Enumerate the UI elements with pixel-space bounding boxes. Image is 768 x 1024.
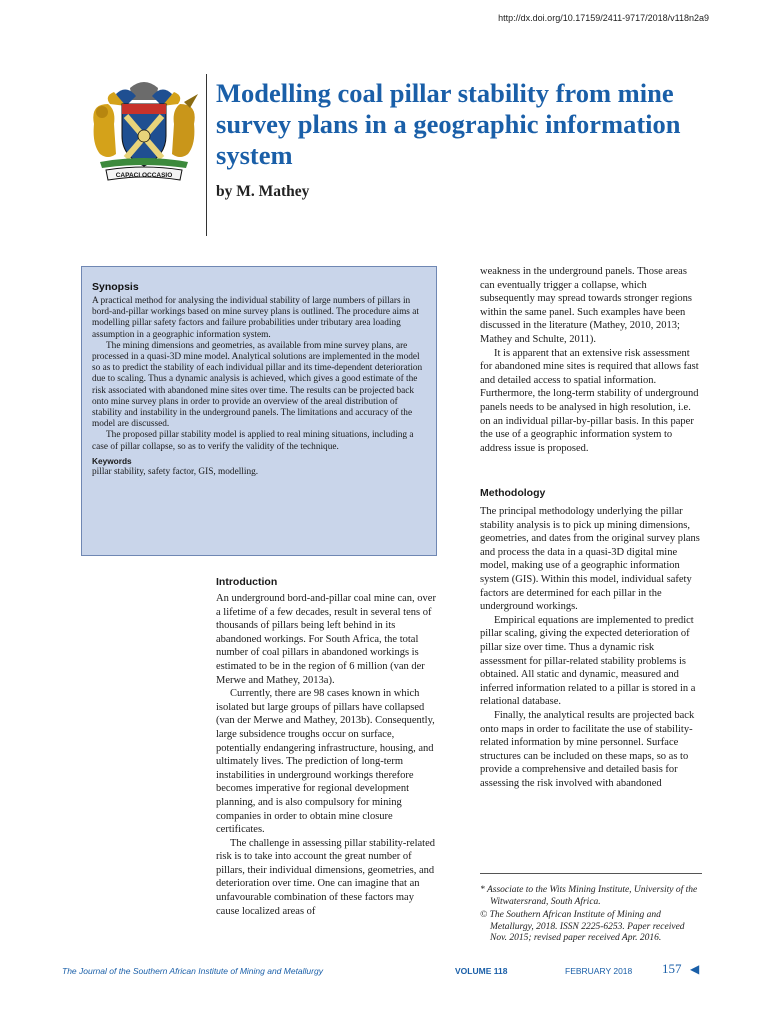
body-paragraph: An underground bord-and-pillar coal mine can, over a lifetime of a few decades, result in several tens of thousands of pillars being left behind in its abandoned workings. For South Africa, the total number of coal pillars in abandoned workings is estimated to be in the region of 6 million (van der Merwe and Mathey, 2013a). [216, 593, 436, 686]
keywords-text: pillar stability, safety factor, GIS, modelling. [92, 466, 259, 477]
article-title: Modelling coal pillar stability from mine survey plans in a geographic information system [216, 78, 681, 170]
keywords-heading: Keywords [92, 455, 132, 466]
body-paragraph: Empirical equations are implemented to predict pillar scaling, giving the expected deterioration of pillar size over time. Thus a dynamic risk assessment for pillar-related stability problems is obtained. All static and dynamic, measured and inferred information related to a pillar is stored in a relational database. [480, 614, 696, 708]
footer-journal-name: The Journal of the Southern African Institute of Mining and Metallurgy [62, 966, 323, 976]
body-paragraph: The challenge in assessing pillar stability-related risk is to take into account the great number of pillars, their individual dimensions, geometries, and deterioration over time. One can imagine that an unfavourable combination of these factors may cause localized areas of [216, 837, 435, 917]
methodology-heading: Methodology [480, 487, 546, 499]
body-paragraph: The principal methodology underlying the pillar stability analysis is to pick up mining dimensions, geometries, and dates from the original survey plans and process the data in a quasi-3D digital mine model, making use of a geographic information system (GIS). Within this model, individual safety factors are determined for each pillar in the underground workings. [480, 506, 700, 613]
footnotes [480, 885, 702, 947]
synopsis-heading: Synopsis [92, 281, 139, 293]
footnote-divider [480, 873, 702, 874]
methodology-column [480, 505, 702, 790]
footnote-copyright: © The Southern African Institute of Mining and Metallurgy, 2018. ISSN 2225-6253. Paper received Nov. 2015; revised paper received Apr. 2016. [480, 910, 685, 943]
introduction-heading: Introduction [216, 576, 278, 588]
body-paragraph: It is apparent that an extensive risk assessment for abandoned mine sites is required that allows fast and detailed access to spatial information. Furthermore, the long-term stability of underground panels needs to be analysed in high resolution, i.e. on an individual pillar-by-pillar basis. In this paper the use of a geographic information system to address issue is proposed. [480, 347, 699, 454]
introduction-column [216, 592, 438, 918]
title-divider [206, 74, 207, 236]
page-number: 157 [662, 961, 682, 976]
institute-crest-logo [86, 74, 202, 186]
doi-link[interactable]: http://dx.doi.org/10.17159/2411-9717/2018/v118n2a9 [498, 13, 709, 23]
body-paragraph: Finally, the analytical results are projected back onto maps in order to facilitate the use of stability-related information by mine personnel. Surface structures can be included on these maps, so as to provide a comprehensive and detailed basis for assessing the risk involved with abandoned [480, 709, 695, 789]
synopsis-paragraph: The proposed pillar stability model is applied to real mining situations, including a case of pillar collapse, so as to verify the validity of the technique. [92, 430, 414, 452]
synopsis-paragraph: The mining dimensions and geometries, as available from mine survey plans, are processed in a quasi-3D mine model. Analytical solutions are implemented in the model so as to predict the stability of each individual pillar and its time-dependent deterioration due to scaling. Thus a dynamic analysis is achieved, which gives a good estimate of the risk associated with abandoned mine sites over time. The results can be projected back onto mine survey plans in order to provide an overview of the areal distribution of stability and instability in the underground panels. The limitations and accuracy of the model are discussed. [92, 340, 423, 430]
footnote-affiliation: * Associate to the Wits Mining Institute, University of the Witwatersrand, South Africa. [480, 885, 698, 907]
right-column-continued [480, 265, 702, 455]
author-byline: by M. Mathey [216, 183, 310, 200]
synopsis-paragraph: A practical method for analysing the individual stability of large numbers of pillars in bord-and-pillar workings based on mine survey plans is outlined. The procedure aims at modelling pillar safety factors and failure probabilities under tributary area loading assumption in a geographic information system. [92, 296, 419, 340]
body-paragraph: Currently, there are 98 cases known in which isolated but large groups of pillars have collapsed (van der Merwe and Mathey, 2013b). Consequently, large subsidence troughs occur on surface, potentially endangering infrastructure, housing, and ultimately lives. The prediction of long-term instabilities in underground workings therefore becomes imperative for regional development planning, and is also compulsory for mining companies in order to obtain mine closure certificates. [216, 688, 435, 836]
crest-motto: CAPACI OCCASIO [115, 172, 173, 179]
footer-volume: VOLUME 118 [455, 966, 508, 976]
body-paragraph: weakness in the underground panels. Those areas can eventually trigger a collapse, which subsequently may spread towards stronger regions within the same panel. Such examples have been discussed in the literature (Mathey, 2010, 2013; Mathey and Schulte, 2011). [480, 266, 692, 345]
page-arrow-icon: ◀ [690, 962, 700, 976]
footer-date: FEBRUARY 2018 [565, 966, 633, 976]
synopsis-box [81, 266, 437, 556]
